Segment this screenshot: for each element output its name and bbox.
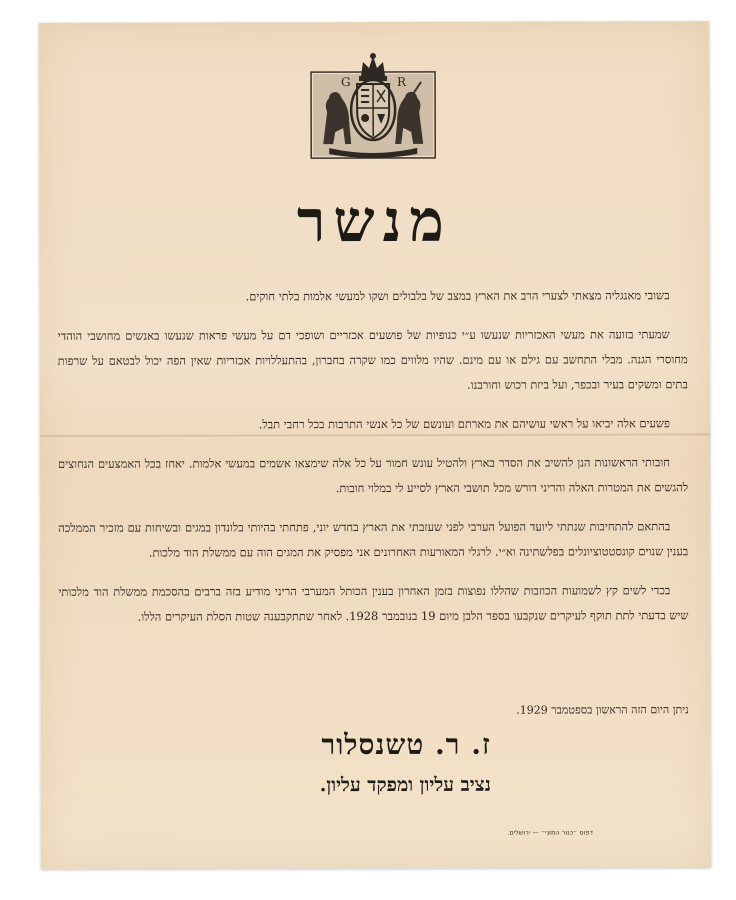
signer-title: נציב עליון ומפקד עליון. [319, 773, 491, 797]
signer-name: ז. ר. טשנסלור [321, 727, 491, 762]
paragraph: בהתאם להתחיבות שנתתי ליועד הפועל הערבי לפני שעזבתי את הארץ בחדש יוני, פתחתי בהיותי בלונדון במגים ובשיחות עם מזכיר הממלכה בענין שנוים קונסטטוציונלים בפלשתינה וא״י. לרגלי המאורעות האחרונים אני מפסיק את המגים הוה עם ממשלת הוד מלכות. [58, 519, 689, 560]
proclamation-sheet [39, 21, 711, 869]
paragraph: בכדי לשים קץ לשמועות הכוזבות שהללו נפוצות בזמן האחרון בענין הכותל המערבי הריני מודיע בזה ברבים בהסכמת ממשלת הוד מלכותי שיש בדעתי לתת תוקף לעיקרים שנקבעו בספר הלבן מיום 19 בנובמבר 1928. לאחר שתתקבענה שטות הסלת העיקרים הללו. [58, 583, 689, 624]
paragraph: בשובי מאנגליה מצאתי לצערי הרב את הארץ במצב של בלבולים ושקו למעשי אלמות בלתי חוקים. [245, 288, 670, 304]
paragraph: חובותי הראשונות הנן להשיב את הסדר בארץ ולהטיל עונש חמור על כל אלה שימצאו אשמים במעשי אלמות. יאחז בכל האמצעים הנחוצים להגשים את המטרות האלה והריני דורש מכל תושבי הארץ לסייע לי במלוי חובות. [58, 455, 689, 496]
monogram-right: R [397, 74, 407, 89]
printer-imprint: דפוס ״כנור המוני״ — ירושלים. [507, 828, 594, 837]
date-line: ניתן היום הזה הראשון בספטמבר 1929. [516, 703, 689, 717]
coat-of-arms-icon [309, 52, 437, 160]
paragraph: שמעתי בזועה את מעשי האכזריות שנעשו ע״י כנופיות של פושעים אכזריים ושופכי דם על מעשי פראות שנעשו באנשים מחושבי הוהדי מחוסרי הגנה. מבלי התחשב עם גילם או עם מינם. שהיו מלווים כמו שקרה בחברון, בהתעללויות אכזריות שאין הפה יכול לבטאם על שרפות בתים ומשקים בעיר ובכפר, ועל ביזת רכוש וחורבנו. [57, 327, 688, 392]
proclamation-title: מנשר [296, 186, 452, 256]
monogram-left: G [341, 75, 351, 90]
paragraph: פשעים אלה יביאו על ראשי עושיהם את מארתם ועונשם של כל אנשי התרבות בכל רחבי תבל. [258, 416, 670, 432]
proclamation-body [58, 283, 689, 644]
